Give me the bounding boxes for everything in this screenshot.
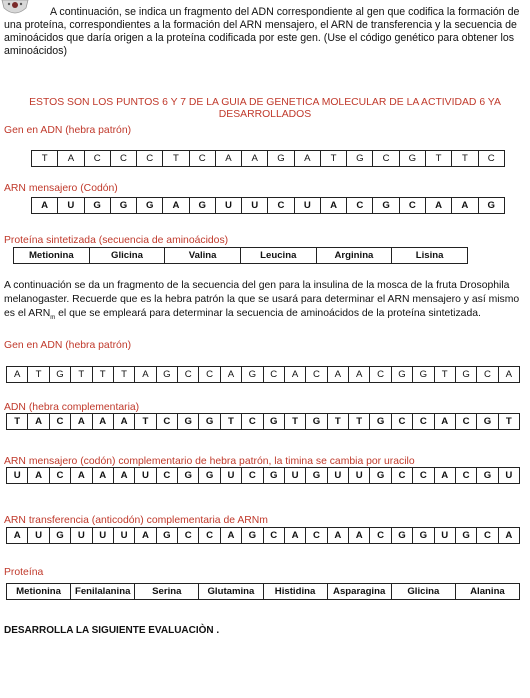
mrna-base-cell: U — [135, 468, 156, 484]
complementary-base-cell: C — [391, 414, 412, 430]
mrna-base-cell: C — [156, 468, 177, 484]
amino-acid-cell: Valina — [165, 248, 241, 264]
dna-base-cell: T — [434, 367, 455, 383]
complementary-base-cell: C — [455, 414, 476, 430]
notice-heading: ESTOS SON LOS PUNTOS 6 Y 7 DE LA GUIA DE GENETICA MOLECULAR DE LA ACTIVIDAD 6 YA DESARROLLADOS — [29, 97, 501, 120]
mrna-base-cell: G — [306, 468, 327, 484]
amino-acid-cell: Lisina — [392, 248, 468, 264]
dna-base-cell: T — [71, 367, 92, 383]
dna-base-cell: A — [135, 367, 156, 383]
mrna-base-cell: U — [284, 468, 305, 484]
mrna-base-cell: U — [349, 468, 370, 484]
amino-acid-cell: Histidina — [263, 584, 327, 600]
complementary-base-cell: C — [49, 414, 70, 430]
dna-complementary-table — [6, 413, 520, 430]
dna-base-cell: C — [178, 367, 199, 383]
mrna-base-cell: U — [294, 198, 320, 214]
mrna-base-cell: U — [242, 198, 268, 214]
trna-base-cell: A — [284, 528, 305, 544]
complementary-base-cell: C — [413, 414, 434, 430]
dna-template-label: Gen en ADN (hebra patrón) — [4, 125, 132, 136]
mrna-base-cell: U — [498, 468, 519, 484]
mrna-base-cell: C — [268, 198, 294, 214]
trna-base-cell: G — [242, 528, 263, 544]
trna-base-cell: C — [263, 528, 284, 544]
amino-acid-cell: Serina — [135, 584, 199, 600]
mrna-base-cell: G — [137, 198, 163, 214]
dna-base-cell: A — [58, 151, 84, 167]
amino-acid-cell: Glicina — [89, 248, 165, 264]
trna-base-cell: C — [370, 528, 391, 544]
complementary-base-cell: T — [135, 414, 156, 430]
amino-acid-cell: Metionina — [14, 248, 90, 264]
dna-base-cell: A — [220, 367, 241, 383]
protein-label: Proteína sintetizada (secuencia de aminoácidos) — [4, 235, 229, 246]
dna-base-cell: A — [242, 151, 268, 167]
dna-template-table-2 — [6, 366, 520, 383]
complementary-base-cell: A — [434, 414, 455, 430]
complementary-base-cell: G — [370, 414, 391, 430]
mrna-base-cell: C — [347, 198, 373, 214]
dna-base-cell: C — [306, 367, 327, 383]
mrna-base-cell: G — [110, 198, 136, 214]
dna-base-cell: G — [156, 367, 177, 383]
complementary-base-cell: A — [71, 414, 92, 430]
trna-base-cell: U — [113, 528, 134, 544]
mrna-base-cell: G — [178, 468, 199, 484]
dna-base-cell: A — [349, 367, 370, 383]
complementary-base-cell: C — [156, 414, 177, 430]
dna-base-cell: C — [373, 151, 399, 167]
dna-base-cell: C — [84, 151, 110, 167]
complementary-base-cell: G — [178, 414, 199, 430]
mrna-base-cell: A — [163, 198, 189, 214]
dna-base-cell: C — [110, 151, 136, 167]
mrna-base-cell: A — [113, 468, 134, 484]
mrna-base-cell: A — [32, 198, 58, 214]
dna-base-cell: G — [391, 367, 412, 383]
dna-complementary-label: ADN (hebra complementaria) — [4, 402, 140, 413]
dna-base-cell: C — [189, 151, 215, 167]
trna-base-cell: C — [178, 528, 199, 544]
protein-label-2: Proteína — [4, 567, 44, 578]
dna-base-cell: G — [347, 151, 373, 167]
dna-base-cell: G — [399, 151, 425, 167]
dna-base-cell: C — [137, 151, 163, 167]
trna-base-cell: G — [413, 528, 434, 544]
mrna-base-cell: U — [220, 468, 241, 484]
mrna-base-cell: A — [452, 198, 478, 214]
dna-base-cell: A — [294, 151, 320, 167]
complementary-base-cell: T — [349, 414, 370, 430]
complementary-base-cell: G — [306, 414, 327, 430]
amino-acid-cell: Glicina — [391, 584, 455, 600]
dna-base-cell: A — [7, 367, 28, 383]
dna-base-cell: G — [242, 367, 263, 383]
mrna-base-cell: A — [425, 198, 451, 214]
amino-acid-cell: Glutamina — [199, 584, 263, 600]
dna-base-cell: C — [478, 151, 504, 167]
mrna-base-cell: C — [455, 468, 476, 484]
dna-base-cell: T — [32, 151, 58, 167]
complementary-base-cell: A — [113, 414, 134, 430]
trna-base-cell: A — [498, 528, 519, 544]
dna-base-cell: A — [327, 367, 348, 383]
dna-template-table — [31, 150, 505, 167]
complementary-base-cell: T — [498, 414, 519, 430]
trna-base-cell: G — [455, 528, 476, 544]
trna-label: ARN transferencia (anticodón) complementaria de ARNm — [4, 515, 268, 526]
mrna-base-cell: G — [189, 198, 215, 214]
complementary-base-cell: T — [220, 414, 241, 430]
dna-base-cell: G — [268, 151, 294, 167]
trna-base-cell: A — [7, 528, 28, 544]
complementary-base-cell: C — [242, 414, 263, 430]
dna-base-cell: C — [370, 367, 391, 383]
amino-acid-cell: Asparagina — [327, 584, 391, 600]
complementary-base-cell: A — [92, 414, 113, 430]
protein-table — [13, 247, 468, 264]
dna-template-label-2: Gen en ADN (hebra patrón) — [4, 340, 132, 351]
complementary-base-cell: T — [327, 414, 348, 430]
dna-base-cell: C — [477, 367, 498, 383]
mrna-base-cell: G — [478, 198, 504, 214]
dna-base-cell: A — [215, 151, 241, 167]
dna-base-cell: C — [199, 367, 220, 383]
dna-base-cell: C — [263, 367, 284, 383]
trna-base-cell: C — [477, 528, 498, 544]
trna-base-cell: C — [199, 528, 220, 544]
complementary-base-cell: G — [263, 414, 284, 430]
dna-base-cell: G — [49, 367, 70, 383]
mrna-base-cell: U — [58, 198, 84, 214]
mrna-base-cell: C — [399, 198, 425, 214]
mrna-base-cell: G — [477, 468, 498, 484]
dna-base-cell: A — [284, 367, 305, 383]
mrna-base-cell: C — [49, 468, 70, 484]
mrna-base-cell: U — [7, 468, 28, 484]
mrna-base-cell: U — [327, 468, 348, 484]
dna-base-cell: T — [92, 367, 113, 383]
trna-base-cell: U — [71, 528, 92, 544]
intro-paragraph: A continuación, se indica un fragmento del ADN correspondiente al gen que codifica la formación de una proteína, correspondientes a la formación del ARN mensajero, el ARN de transferencia y la secuencia de aminoácidos que daría origen a la proteína codificada por este gen. (Use el código genético para obtener los aminoácidos) — [4, 6, 520, 57]
amino-acid-cell: Fenilalanina — [71, 584, 135, 600]
mrna-base-cell: A — [28, 468, 49, 484]
trna-base-cell: A — [327, 528, 348, 544]
evaluation-heading: DESARROLLA LA SIGUIENTE EVALUACIÒN . — [4, 625, 220, 636]
dna-base-cell: T — [28, 367, 49, 383]
complementary-base-cell: G — [477, 414, 498, 430]
mrna-base-cell: G — [263, 468, 284, 484]
mrna-base-cell: A — [92, 468, 113, 484]
mrna-base-cell: C — [242, 468, 263, 484]
amino-acid-cell: Alanina — [455, 584, 519, 600]
mrna-base-cell: U — [215, 198, 241, 214]
trna-base-cell: G — [391, 528, 412, 544]
dna-base-cell: G — [413, 367, 434, 383]
dna-base-cell: A — [498, 367, 519, 383]
trna-base-cell: A — [220, 528, 241, 544]
dna-base-cell: G — [455, 367, 476, 383]
trna-base-cell: G — [49, 528, 70, 544]
trna-base-cell: U — [92, 528, 113, 544]
trna-base-cell: U — [434, 528, 455, 544]
dna-base-cell: T — [425, 151, 451, 167]
insulin-paragraph: A continuación se da un fragmento de la secuencia del gen para la insulina de la mosca de la fruta Drosophila melanogaster. Recuerde que es la hebra patrón la que se usará para determinar el ARN mensajero y así mismo es el $ARN_m$ el que se empleará para determinar la secuencia de aminoácidos de la proteína sintetizada. — [4, 280, 520, 322]
amino-acid-cell: Leucina — [240, 248, 316, 264]
mrna-base-cell: G — [370, 468, 391, 484]
mrna-base-cell: A — [320, 198, 346, 214]
mrna-base-cell: G — [84, 198, 110, 214]
complementary-base-cell: T — [7, 414, 28, 430]
amino-acid-cell: Metionina — [7, 584, 71, 600]
trna-table — [6, 527, 520, 544]
mrna-table-2 — [6, 467, 520, 484]
trna-base-cell: A — [349, 528, 370, 544]
trna-base-cell: A — [135, 528, 156, 544]
mrna-label: ARN mensajero (Codón) — [4, 183, 118, 194]
complementary-base-cell: A — [28, 414, 49, 430]
complementary-base-cell: T — [284, 414, 305, 430]
complementary-base-cell: G — [199, 414, 220, 430]
amino-acid-cell: Arginina — [316, 248, 392, 264]
trna-base-cell: U — [28, 528, 49, 544]
dna-base-cell: T — [163, 151, 189, 167]
mrna-label-2: ARN mensajero (codón) complementario de hebra patrón, la timina se cambia por uracilo — [4, 456, 415, 467]
mrna-base-cell: C — [413, 468, 434, 484]
mrna-base-cell: G — [199, 468, 220, 484]
protein-table-2 — [6, 583, 520, 600]
mrna-base-cell: A — [71, 468, 92, 484]
trna-base-cell: G — [156, 528, 177, 544]
mrna-base-cell: A — [434, 468, 455, 484]
mrna-base-cell: G — [373, 198, 399, 214]
dna-base-cell: T — [320, 151, 346, 167]
trna-base-cell: C — [306, 528, 327, 544]
mrna-table — [31, 197, 505, 214]
dna-base-cell: T — [113, 367, 134, 383]
dna-base-cell: T — [452, 151, 478, 167]
mrna-base-cell: C — [391, 468, 412, 484]
